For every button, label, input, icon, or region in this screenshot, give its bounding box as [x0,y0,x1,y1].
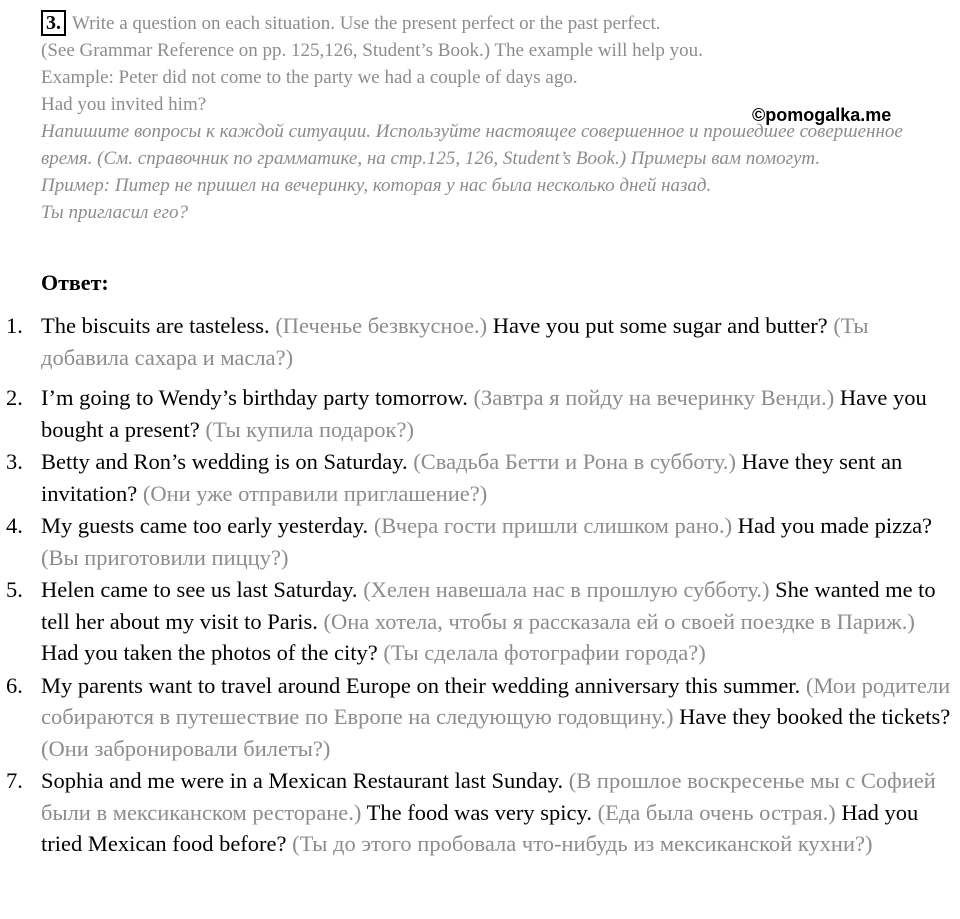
answer-translation: (Ты купила подарок?) [205,416,414,442]
answer-translation: (Ты сделала фотографии города?) [383,640,706,665]
answer-translation: (Вчера гости пришли слишком рано.) [373,513,733,538]
answer-translation: (Свадьба Бетти и Рона в субботу.) [413,449,736,474]
answer-sentence: Helen came to see us last Saturday. [41,577,358,602]
answer-translation: (Ты добавила сахара и масла?) [41,313,869,370]
answer-question: Have they sent an invitation? [41,449,903,506]
exercise-number: 3. [41,10,66,36]
answer-translation: (Печенье безвкусное.) [275,313,488,338]
answer-translation: (Ты до этого пробовала что-нибудь из мексиканской кухни?) [292,831,873,856]
answer-translation: (Она хотела, чтобы я рассказала ей о своей поездке в Париж.) [323,608,915,634]
answer-question: Have you bought a present? [41,385,927,442]
watermark: ©pomogalka.me [752,105,892,125]
answer-item [0,310,956,373]
answer-translation: (Хелен навешала нас в прошлую субботу.) [363,577,770,602]
answer-translation: (Они забронировали билеты?) [41,735,331,761]
answer-item [0,574,956,669]
answer-question: Have you put some sugar and butter? [492,313,828,338]
answer-sentence: My parents want to travel around Europe on their wedding anniversary this summer. [41,672,801,698]
answer-number: 1. [6,313,23,338]
answer-translation: (Завтра я пойду на вечеринку Венди.) [473,385,835,410]
answer-number: 6. [6,672,23,698]
answer-sentence: The biscuits are tasteless. [41,313,270,338]
answer-question: Had you made pizza? [737,513,933,538]
answer-number: 5. [6,577,23,602]
answer-heading: Ответ: [41,270,109,295]
answer-sentence: My guests came too early yesterday. [41,513,369,538]
answer-number: 4. [6,513,23,538]
answer-translation: (Еда была очень острая.) [597,799,836,825]
instruction-line-2: (See Grammar Reference on pp. 125,126, Student’s Book.) The example will help you. [41,40,703,61]
answer-translation: (Вы приготовили пиццу?) [41,544,289,570]
answer-item [0,510,956,573]
answer-item [0,446,956,509]
answer-number: 7. [6,768,23,793]
answer-sentence: She wanted me to tell her about my visit to Paris. [41,577,936,634]
answer-item [0,765,956,860]
answer-sentence: Betty and Ron’s wedding is on Saturday. [41,449,408,474]
answer-question: Had you tried Mexican food before? [41,799,919,856]
ru-example-line-2: Ты пригласил его? [41,202,188,223]
ru-instruction: Напишите вопросы к каждой ситуации. Используйте настоящее совершенное и прошедшее совершенное время. (См. справочник по грамматике, на стр.125, 126, Student’s Book.) Примеры вам помогут. [41,121,903,169]
example-line-2: Had you invited him? [41,94,207,115]
answer-list [0,310,960,861]
instruction-line-1: 3. Write a question on each situation. Use the present perfect or the past perfect. [41,10,953,37]
answer-question: Had you taken the photos of the city? [41,640,378,665]
answer-translation: (Они уже отправили приглашение?) [142,480,488,506]
answer-translation: (Мои родители собираются в путешествие по Европе на следующую годовщину.) [41,672,951,729]
answer-item [0,670,956,765]
ru-example-line-1: Пример: Питер не пришел на вечеринку, которая у нас была несколько дней назад. [41,175,712,196]
answer-number: 2. [6,385,23,410]
example-line-1: Example: Peter did not come to the party we had a couple of days ago. [41,67,578,88]
answer-number: 3. [6,449,23,474]
answer-translation: (В прошлое воскресенье мы с Софией были в мексиканском ресторане.) [41,768,936,825]
answer-sentence: I’m going to Wendy’s birthday party tomorrow. [41,385,468,410]
answer-question: Have they booked the tickets? [679,704,951,729]
answer-sentence: Sophia and me were in a Mexican Restaurant last Sunday. [41,768,564,793]
answer-item [0,382,956,445]
answer-sentence: The food was very spicy. [366,799,592,825]
